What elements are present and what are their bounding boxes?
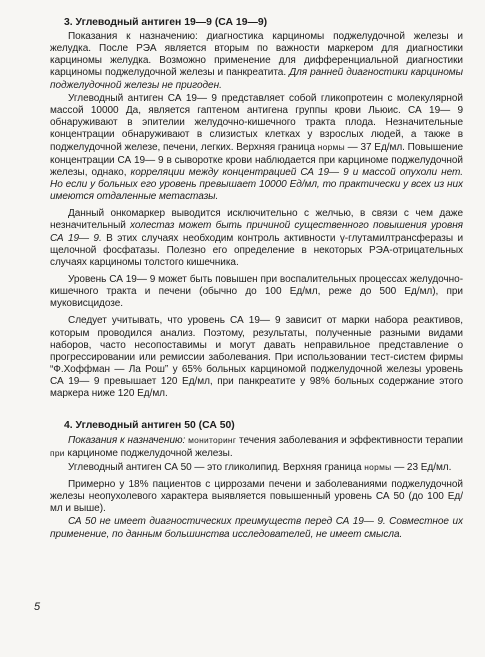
section-3-paragraph-4: Уровень СА 19— 9 может быть повышен при воспалительных процессах желудочно-кишечного тракта и печени (обычно до 100 Ед/мл, реже до 500 Ед/мл), при муковисцидозе. [50,273,463,310]
section-4-paragraph-2: Углеводный антиген СА 50 — это гликолипид. Верхняя граница нормы — 23 Ед/мл. [68,461,452,473]
section-3-paragraph-3: Данный онкомаркер выводится исключительно с желчью, в связи с чем даже незначительный холестаз может быть причиной существенного повышения уровня СА 19— 9. В этих случаях необходим контроль активности γ-глутамилтрансферазы и щелочной фосфатазы. Полезно его определение в некоторых РЭА-отрицательных случаях карциномы толстого кишечника. [50,208,464,268]
section-3-paragraph-1: Показания к назначению: диагностика карциномы поджелудочной железы и желудка. После РЭА является вторым по важности маркером для диагностики карциномы желудка. Возможно применение для дифференциальной диагностики карциномы поджелудочной железы и панкреатита. Для ранней диагностики карциномы поджелудочной железы не пригоден. [50,31,463,91]
page-number: 5 [34,601,41,613]
italic-note: Для ранней диагностики карциномы поджелудочной железы не пригоден. [50,67,463,91]
small-caps-term: при [50,447,65,458]
italic-note: корреляции между концентрацией СА 19— 9 и массой опухоли нет. Но если у больных его уровень превышает 10000 Ед/мл, то практически у всех из них имеются отдаленные метастазы. [50,166,464,203]
section-4-paragraph-4: СА 50 не имеет диагностических преимуществ перед СА 19— 9. Совместное их применение, по данным большинства исследователей, не имеет смысла. [50,516,463,540]
section-4-paragraph-1: Показания к назначению: мониторинг течения заболевания и эффективности терапии при карциноме поджелудочной железы. [50,434,463,459]
section-4-title: 4. Углеводный антиген 50 (СА 50) [64,419,235,431]
section-4-paragraph-3: Примерно у 18% пациентов с циррозами печени и заболеваниями поджелудочной железы неопухолевого характера выявляется повышенный уровень СА 50 (до 100 Ед/мл и выше). [50,479,463,515]
small-caps-term: нормы [364,461,392,472]
small-caps-term: мониторинг [188,434,237,445]
small-caps-term: нормы [317,142,345,153]
section-3-paragraph-2: Углеводный антиген СА 19— 9 представляет собой гликопротеин с молекулярной массой 10000 Да, является гаптеном антигена группы крови Льюис. СА 19— 9 обнаруживают в эпителии желудочно-кишечного тракта плода. Незначительные концентрации обнаруживают в слизистых клетках у взрослых людей, а также в поджелудочной железе, печени, легких. Верхняя граница нормы — 37 Ед/мл. Повышение концентрации СА 19— 9 в сыворотке крови наблюдается при карциноме поджелудочной железы, однако, корреляции между концентрацией СА 19— 9 и массой опухоли нет. Но если у больных его уровень превышает 10000 Ед/мл, то практически у всех из них имеются отдаленные метастазы. [50,92,464,203]
section-3-paragraph-5: Следует учитывать, что уровень СА 19— 9 зависит от марки набора реактивов, которым проводился анализ. Поэтому, результаты, полученные разными видами наборов, часто несопоставимы и могут давать неправильное представление о прогрессировании или ремиссии заболевания. При использовании тест-систем фирмы “Ф.Хоффман — Ла Рош” у 65% больных карциномой поджелудочной железы уровень СА 19— 9 превышает 120 Ед/мл, при панкреатите у 98% больных содержание этого маркера ниже 120 Ед/мл. [50,315,463,400]
section-3-title: 3. Углеводный антиген 19—9 (СА 19—9) [64,17,268,28]
italic-note: холестаз может быть причиной существенного повышения уровня СА 19— 9. [50,220,463,244]
